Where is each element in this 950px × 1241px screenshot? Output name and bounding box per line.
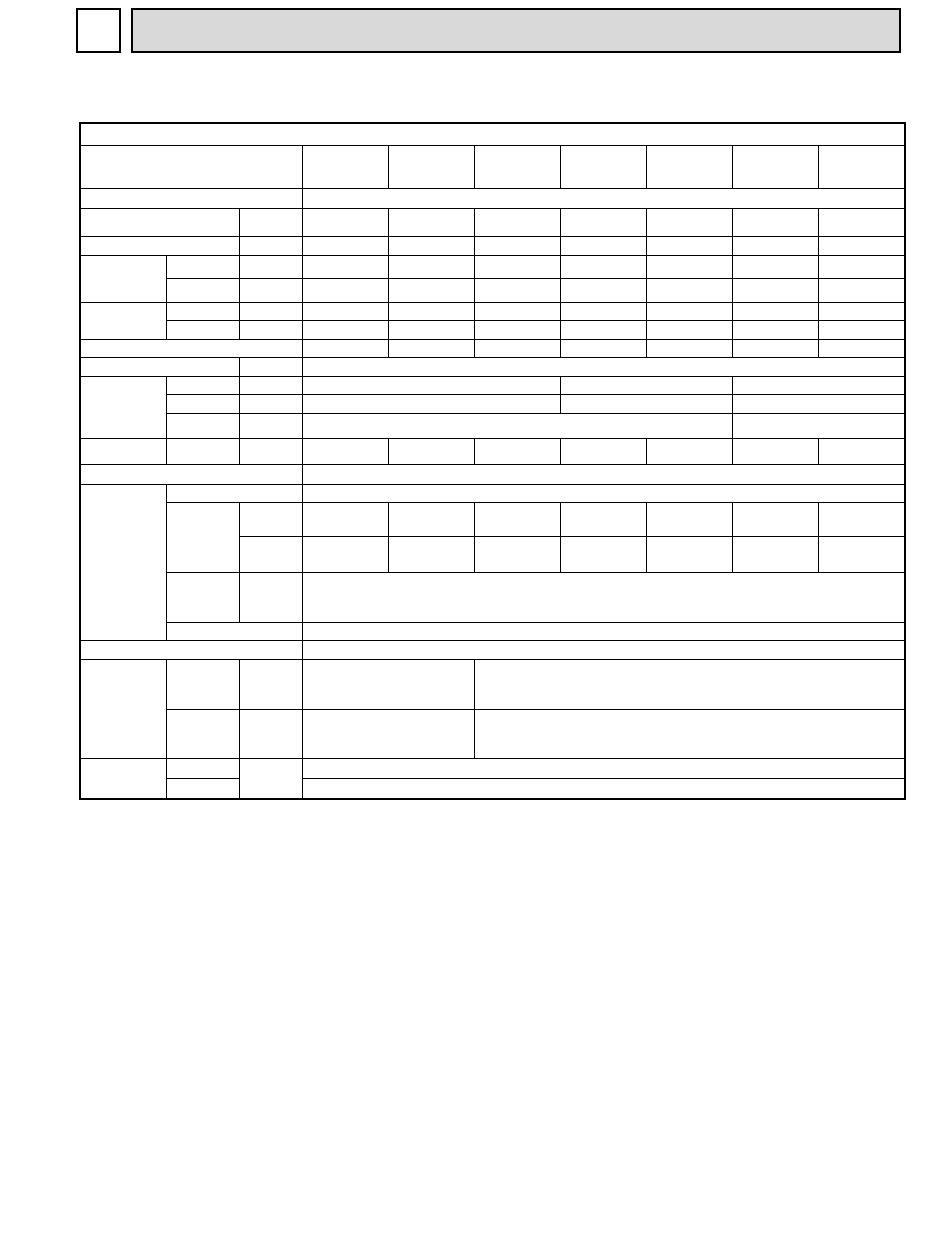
model-header-cell bbox=[388, 145, 474, 188]
group-label-cell bbox=[80, 438, 166, 464]
row-label-cell bbox=[166, 573, 239, 623]
value-cell bbox=[732, 236, 818, 255]
value-cell bbox=[302, 320, 388, 339]
value-cell bbox=[646, 208, 732, 236]
value-cell bbox=[560, 320, 646, 339]
value-cell bbox=[302, 438, 388, 464]
table-row bbox=[80, 759, 905, 779]
value-cell bbox=[388, 339, 474, 357]
value-cell bbox=[388, 320, 474, 339]
unit-cell bbox=[239, 357, 302, 376]
value-cell bbox=[474, 660, 905, 710]
value-cell bbox=[818, 536, 905, 572]
row-label-cell bbox=[166, 710, 239, 759]
value-cell bbox=[302, 573, 905, 623]
unit-cell bbox=[239, 660, 302, 710]
value-cell bbox=[302, 710, 474, 759]
value-cell bbox=[732, 376, 905, 394]
value-cell bbox=[646, 536, 732, 572]
value-cell bbox=[302, 376, 560, 394]
row-label-cell bbox=[166, 278, 239, 302]
value-cell bbox=[732, 208, 818, 236]
row-label-cell bbox=[166, 376, 239, 394]
table-row bbox=[80, 438, 905, 464]
section-number-box bbox=[76, 8, 121, 53]
value-cell bbox=[818, 236, 905, 255]
value-cell bbox=[302, 464, 905, 484]
value-cell bbox=[646, 236, 732, 255]
table-row bbox=[80, 208, 905, 236]
row-label-cell bbox=[166, 779, 239, 799]
table-row bbox=[80, 623, 905, 641]
value-cell bbox=[560, 208, 646, 236]
value-cell bbox=[818, 255, 905, 278]
value-cell bbox=[818, 502, 905, 536]
value-cell bbox=[474, 320, 560, 339]
table-row bbox=[80, 573, 905, 623]
value-cell bbox=[818, 320, 905, 339]
value-cell bbox=[560, 376, 732, 394]
row-label-cell bbox=[80, 641, 302, 660]
unit-cell bbox=[239, 438, 302, 464]
value-cell bbox=[732, 438, 818, 464]
value-cell bbox=[302, 641, 905, 660]
row-label-cell bbox=[166, 438, 239, 464]
value-cell bbox=[302, 502, 388, 536]
row-label-cell bbox=[166, 255, 239, 278]
unit-cell bbox=[239, 710, 302, 759]
value-cell bbox=[818, 339, 905, 357]
value-cell bbox=[818, 278, 905, 302]
table-row bbox=[80, 278, 905, 302]
table-row bbox=[80, 484, 905, 502]
value-cell bbox=[302, 623, 905, 641]
unit-cell bbox=[239, 502, 302, 536]
value-cell bbox=[388, 438, 474, 464]
table-row bbox=[80, 394, 905, 413]
value-cell bbox=[560, 236, 646, 255]
value-cell bbox=[732, 536, 818, 572]
section-title-bar bbox=[131, 8, 901, 53]
table-row bbox=[80, 236, 905, 255]
value-cell bbox=[388, 236, 474, 255]
value-cell bbox=[474, 208, 560, 236]
table-title-cell bbox=[80, 123, 905, 145]
unit-cell bbox=[239, 394, 302, 413]
unit-cell bbox=[239, 255, 302, 278]
table-row bbox=[80, 641, 905, 660]
value-cell bbox=[474, 536, 560, 572]
row-label-cell bbox=[80, 357, 239, 376]
value-cell bbox=[818, 438, 905, 464]
model-label-cell bbox=[80, 145, 302, 188]
row-label-cell bbox=[166, 413, 239, 438]
value-cell bbox=[474, 438, 560, 464]
table-row bbox=[80, 320, 905, 339]
value-cell bbox=[302, 278, 388, 302]
value-cell bbox=[474, 255, 560, 278]
value-cell bbox=[560, 302, 646, 320]
value-cell bbox=[646, 438, 732, 464]
value-cell bbox=[302, 394, 560, 413]
value-cell bbox=[302, 484, 905, 502]
table-row bbox=[80, 302, 905, 320]
unit-cell bbox=[239, 759, 302, 799]
row-label-cell bbox=[166, 394, 239, 413]
value-cell bbox=[474, 236, 560, 255]
value-cell bbox=[646, 502, 732, 536]
unit-cell bbox=[239, 376, 302, 394]
value-cell bbox=[302, 188, 905, 208]
value-cell bbox=[646, 320, 732, 339]
row-label-cell bbox=[80, 464, 302, 484]
value-cell bbox=[474, 710, 905, 759]
value-cell bbox=[302, 236, 388, 255]
table-row bbox=[80, 710, 905, 759]
row-label-cell bbox=[166, 660, 239, 710]
model-header-cell bbox=[302, 145, 388, 188]
table-row bbox=[80, 464, 905, 484]
table-row bbox=[80, 255, 905, 278]
value-cell bbox=[474, 278, 560, 302]
value-cell bbox=[732, 413, 905, 438]
model-header-cell bbox=[560, 145, 646, 188]
value-cell bbox=[560, 255, 646, 278]
value-cell bbox=[732, 302, 818, 320]
row-label-cell bbox=[80, 236, 239, 255]
value-cell bbox=[732, 394, 905, 413]
value-cell bbox=[560, 278, 646, 302]
model-header-cell bbox=[474, 145, 560, 188]
table-row bbox=[80, 779, 905, 799]
table-row bbox=[80, 660, 905, 710]
table-row bbox=[80, 413, 905, 438]
row-label-cell bbox=[80, 208, 239, 236]
model-header-cell bbox=[818, 145, 905, 188]
row-label-cell bbox=[166, 502, 239, 572]
group-label-cell bbox=[80, 302, 166, 339]
value-cell bbox=[560, 438, 646, 464]
value-cell bbox=[560, 502, 646, 536]
value-cell bbox=[302, 660, 474, 710]
group-label-cell bbox=[80, 660, 166, 759]
row-label-cell bbox=[166, 320, 239, 339]
value-cell bbox=[646, 339, 732, 357]
value-cell bbox=[302, 208, 388, 236]
specifications-table bbox=[79, 122, 906, 800]
unit-cell bbox=[239, 536, 302, 572]
value-cell bbox=[302, 536, 388, 572]
value-cell bbox=[474, 502, 560, 536]
value-cell bbox=[818, 302, 905, 320]
unit-cell bbox=[239, 413, 302, 438]
value-cell bbox=[388, 302, 474, 320]
row-label-cell bbox=[166, 623, 302, 641]
value-cell bbox=[732, 255, 818, 278]
value-cell bbox=[388, 208, 474, 236]
unit-cell bbox=[239, 208, 302, 236]
table-row bbox=[80, 502, 905, 536]
table-row bbox=[80, 376, 905, 394]
value-cell bbox=[818, 208, 905, 236]
value-cell bbox=[302, 339, 388, 357]
row-label-cell bbox=[166, 302, 239, 320]
value-cell bbox=[474, 339, 560, 357]
value-cell bbox=[388, 255, 474, 278]
value-cell bbox=[302, 255, 388, 278]
unit-cell bbox=[239, 236, 302, 255]
value-cell bbox=[302, 302, 388, 320]
value-cell bbox=[560, 536, 646, 572]
group-label-cell bbox=[80, 759, 166, 799]
row-label-cell bbox=[80, 188, 302, 208]
row-label-cell bbox=[80, 339, 302, 357]
value-cell bbox=[732, 502, 818, 536]
unit-cell bbox=[239, 302, 302, 320]
table-row bbox=[80, 188, 905, 208]
unit-cell bbox=[239, 278, 302, 302]
row-label-cell bbox=[166, 484, 302, 502]
group-label-cell bbox=[80, 376, 166, 438]
value-cell bbox=[388, 502, 474, 536]
group-label-cell bbox=[80, 484, 166, 640]
unit-cell bbox=[239, 573, 302, 623]
table-title-row bbox=[80, 123, 905, 145]
unit-cell bbox=[239, 320, 302, 339]
value-cell bbox=[732, 278, 818, 302]
value-cell bbox=[474, 302, 560, 320]
value-cell bbox=[646, 255, 732, 278]
value-cell bbox=[302, 759, 905, 779]
table-row bbox=[80, 357, 905, 376]
table-row bbox=[80, 339, 905, 357]
value-cell bbox=[646, 278, 732, 302]
value-cell bbox=[646, 302, 732, 320]
value-cell bbox=[560, 339, 646, 357]
value-cell bbox=[388, 536, 474, 572]
value-cell bbox=[388, 278, 474, 302]
value-cell bbox=[560, 394, 732, 413]
value-cell bbox=[302, 357, 905, 376]
value-cell bbox=[732, 339, 818, 357]
model-header-cell bbox=[732, 145, 818, 188]
value-cell bbox=[302, 413, 732, 438]
group-label-cell bbox=[80, 255, 166, 302]
model-header-cell bbox=[646, 145, 732, 188]
model-header-row bbox=[80, 145, 905, 188]
value-cell bbox=[302, 779, 905, 799]
value-cell bbox=[732, 320, 818, 339]
row-label-cell bbox=[166, 759, 239, 779]
